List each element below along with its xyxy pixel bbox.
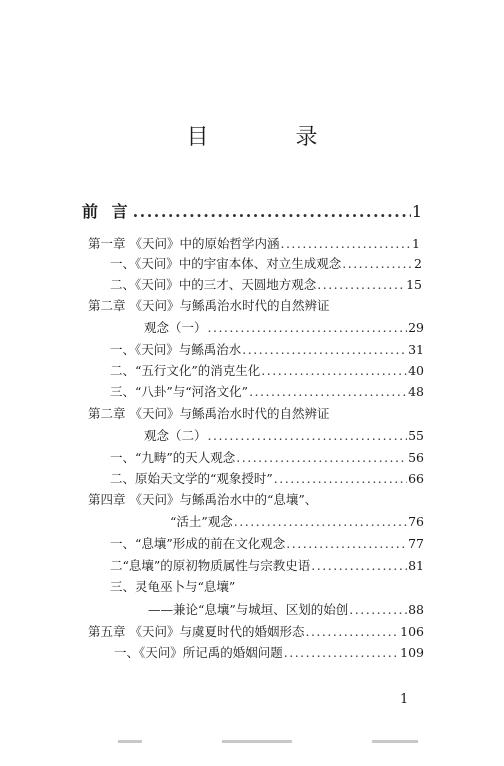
toc-entry-label: 第二章 《天问》与鲧禹治水时代的自然辨证 [88,298,330,313]
toc-entry-page: 2 [414,256,422,271]
toc-leader-dots [311,556,407,576]
toc-entry-section [110,556,424,576]
toc-entry-label: 二“息壤”的原初物质属性与宗教史语 [110,558,311,573]
toc-leader-dots [274,469,407,489]
toc-leader-dots [305,622,399,642]
toc-entry-section [110,577,424,597]
toc-entry-page: 109 [400,645,424,660]
toc-entry-label: 一、“九畴”的天人观念 [110,450,236,465]
toc-leader-dots [208,318,408,338]
page-number: 1 [400,692,409,707]
toc-entry-chapter [88,490,420,510]
toc-entry-chapter [88,404,420,424]
toc-leader-dots [133,202,411,222]
toc-entry-label: 第四章 《天问》与鲧禹治水中的“息壤”、 [88,492,318,507]
toc-entry-label: 第五章 《天问》与虞夏时代的婚姻形态 [88,624,305,639]
toc-entry-page: 81 [408,558,424,573]
toc-entry-label: 二、《天问》中的三才、天圆地方观念 [110,277,317,292]
scan-artifact [222,740,292,743]
toc-entry-section [110,275,422,295]
toc-entry-section [110,361,424,381]
toc-entry-section [110,534,424,554]
toc-entry-chapter [88,296,420,316]
toc-entry-section [110,469,424,489]
toc-entry-label: 前 言 [82,202,132,221]
scan-artifact [372,740,418,743]
toc-leader-dots [284,643,399,663]
toc-entry-chapter-continued [170,512,424,532]
toc-entry-subtitle [148,600,424,620]
toc-entry-page: 29 [408,320,424,335]
toc-entry-label: 二、原始天文学的“观象授时” [110,471,273,486]
toc-entry-section [110,254,422,274]
toc-entry-page: 40 [408,363,424,378]
toc-entry-label: 第一章 《天问》中的原始哲学内涵 [88,236,280,251]
toc-leader-dots [234,512,407,532]
toc-entry-page: 48 [408,384,424,399]
toc-entry-page: 77 [408,536,424,551]
toc-entry-page: 1 [411,202,422,221]
toc-entry-label: 一、《天问》与鲧禹治水 [110,342,242,357]
toc-entry-page: 106 [400,624,424,639]
toc-entry-page: 55 [408,428,424,443]
toc-leader-dots [280,234,411,254]
toc-entry-page: 66 [408,471,424,486]
toc-leader-dots [286,534,407,554]
toc-entry-chapter-continued [144,318,424,338]
toc-leader-dots [261,361,407,381]
toc-entry-label: 二、“五行文化”的消克生化 [110,363,261,378]
toc-entry-section [114,643,424,663]
page-title: 目 录 [186,125,358,150]
toc-entry-label: 观念（一） [144,320,207,335]
toc-entry-section [110,382,424,402]
toc-entry-preface [82,202,422,222]
toc-entry-chapter [88,234,420,254]
toc-leader-dots [242,340,407,360]
toc-leader-dots [208,426,408,446]
toc-leader-dots [236,448,407,468]
toc-entry-section [110,340,424,360]
toc-entry-label: 三、“八卦”与“河洛文化” [110,384,249,399]
toc-entry-label: 一、《天问》所记禹的婚姻问题 [114,645,283,660]
toc-entry-label: “活土”观念 [170,514,233,529]
toc-entry-label: 三、灵龟巫卜与“息壤” [110,579,236,594]
toc-entry-page: 76 [408,514,424,529]
toc-leader-dots [249,382,407,402]
toc-entry-chapter-continued [144,426,424,446]
toc-entry-label: ——兼论“息壤”与城垣、区划的始创 [148,602,349,617]
toc-entry-label: 观念（二） [144,428,207,443]
toc-entry-label: 第二章 《天问》与鲧禹治水时代的自然辨证 [88,406,330,421]
toc-entry-label: 一、“息壤”形成的前在文化观念 [110,536,286,551]
toc-entry-section [110,448,424,468]
scan-artifact [118,740,142,743]
toc-entry-label: 一、《天问》中的宇宙本体、对立生成观念 [110,256,342,271]
toc-leader-dots [317,275,405,295]
toc-leader-dots [349,600,407,620]
toc-entry-chapter [88,622,424,642]
toc-entry-page: 15 [406,277,422,292]
toc-entry-page: 31 [408,342,424,357]
toc-leader-dots [342,254,413,274]
toc-entry-page: 56 [408,450,424,465]
toc-entry-page: 1 [412,236,420,251]
toc-entry-page: 88 [408,602,424,617]
